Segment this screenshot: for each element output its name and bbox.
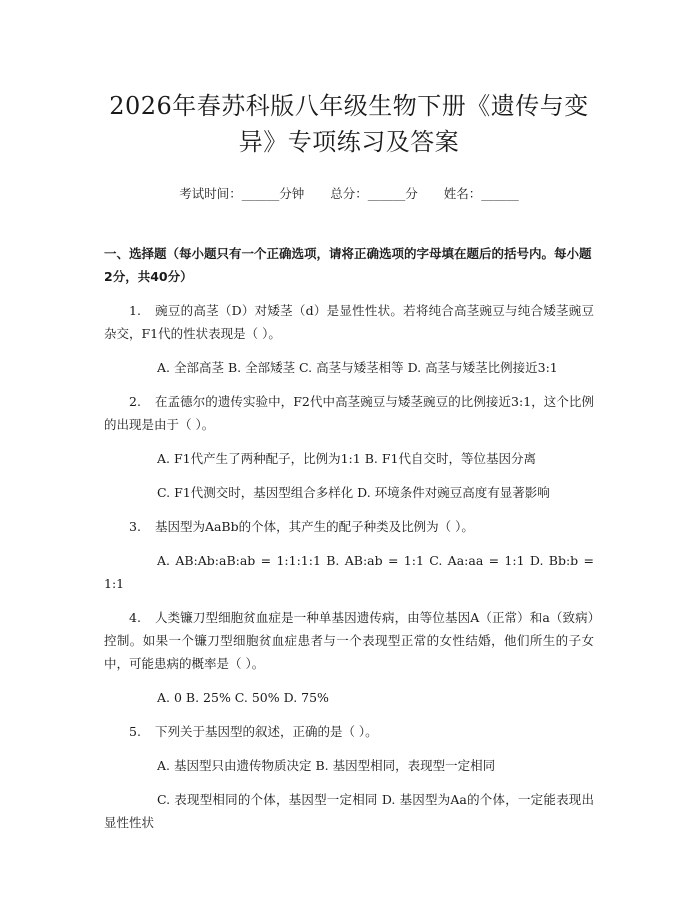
question-number: 2. [129, 394, 141, 409]
section-heading: 一、选择题（每小题只有一个正确选项，请将正确选项的字母填在题后的括号内。每小题2分，共40分） [104, 246, 592, 284]
question-number: 3. [129, 519, 141, 534]
question-3-options: A. AB:Ab:aB:ab = 1:1:1:1 B. AB:ab = 1:1 C. Aa:aa = 1:1 D. Bb:b = 1:1 [104, 553, 594, 591]
question-3 [104, 515, 594, 538]
question-text: 豌豆的高茎（D）对矮茎（d）是显性性状。若将纯合高茎豌豆与纯合矮茎豌豆杂交，F1代的性状表现是（ ）。 [104, 303, 594, 341]
title-line-2: 异》专项练习及答案 [238, 128, 460, 156]
question-2 [104, 390, 594, 436]
question-5-options-cd: C. 表现型相同的个体，基因型一定相同 D. 基因型为Aa的个体，一定能表现出显性性状 [104, 792, 594, 830]
question-5-options-ab: A. 基因型只由遗传物质决定 B. 基因型相同，表现型一定相同 [157, 758, 496, 773]
question-4-options: A. 0 B. 25% C. 50% D. 75% [157, 690, 329, 705]
student-name: 姓名：______ [443, 186, 519, 201]
title-line-1: 2026年春苏科版八年级生物下册《遗传与变 [109, 92, 589, 120]
question-text: 基因型为AaBb的个体，其产生的配子种类及比例为（ ）。 [154, 519, 474, 534]
question-text: 下列关于基因型的叙述，正确的是（ ）。 [154, 724, 378, 739]
exam-score: 总分：______分 [330, 186, 418, 201]
question-2-options-ab: A. F1代产生了两种配子，比例为1:1 B. F1代自交时，等位基因分离 [157, 451, 536, 466]
question-2-options-cd: C. F1代测交时，基因型组合多样化 D. 环境条件对豌豆高度有显著影响 [157, 485, 550, 500]
document-title [104, 0, 594, 160]
question-number: 5. [129, 724, 141, 739]
exam-time: 考试时间：______分钟 [179, 186, 305, 201]
question-number: 1. [129, 303, 141, 318]
question-1-options: A. 全部高茎 B. 全部矮茎 C. 高茎与矮茎相等 D. 高茎与矮茎比例接近3:1 [157, 360, 558, 375]
question-text: 人类镰刀型细胞贫血症是一种单基因遗传病，由等位基因A（正常）和a（致病）控制。如果一个镰刀型细胞贫血症患者与一个表现型正常的女性结婚，他们所生的子女中，可能患病的概率是（ ）。 [104, 610, 594, 671]
exam-info [104, 184, 594, 204]
question-text: 在孟德尔的遗传实验中，F2代中高茎豌豆与矮茎豌豆的比例接近3:1，这个比例的出现是由于（ ）。 [104, 394, 594, 432]
question-4 [104, 606, 594, 675]
question-5 [104, 720, 594, 743]
question-1 [104, 299, 594, 345]
question-number: 4. [129, 610, 141, 625]
